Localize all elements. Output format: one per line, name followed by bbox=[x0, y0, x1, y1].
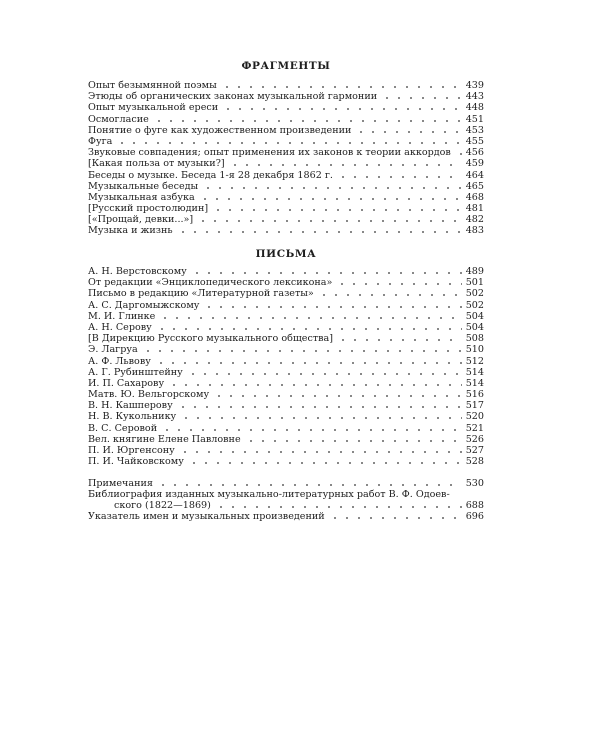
toc-entry bbox=[88, 356, 484, 367]
toc-entry bbox=[88, 478, 484, 489]
toc-entry-title-text: Опыт безымянной поэмы bbox=[88, 80, 217, 91]
dot-leader bbox=[155, 362, 462, 364]
dot-leader bbox=[337, 339, 462, 341]
toc-entry bbox=[88, 225, 484, 236]
toc-entry-page-number: 514 bbox=[465, 366, 484, 378]
toc-entry-page-number: 482 bbox=[465, 214, 484, 226]
toc-entry bbox=[88, 445, 484, 456]
toc-entry-page-number: 526 bbox=[465, 433, 484, 445]
toc-entry-title bbox=[88, 478, 153, 489]
dot-leader bbox=[229, 164, 462, 166]
toc-entry-page-number: 483 bbox=[465, 225, 484, 237]
dot-leader bbox=[153, 120, 462, 122]
toc-entry bbox=[88, 511, 484, 522]
toc-entry-title-text: Звуковые совпадения; опыт применения их законов к теории аккордов bbox=[88, 147, 451, 159]
toc-entry bbox=[88, 125, 484, 136]
toc-entry-title-text: А. Г. Рубинштейну bbox=[88, 366, 183, 378]
toc-entry-title-text: П. И. Чайковскому bbox=[88, 456, 184, 468]
toc-entry-page-number: 489 bbox=[465, 266, 484, 277]
toc-entry-title-text: От редакции «Энциклопедического лексикона» bbox=[88, 277, 333, 289]
toc-entry-page-number: 459 bbox=[465, 158, 484, 170]
toc-entry-title bbox=[88, 288, 314, 299]
toc-entry-title bbox=[88, 445, 175, 456]
dot-leader bbox=[177, 231, 462, 233]
toc-entry-title bbox=[88, 170, 333, 181]
toc-entry-title-text: [Русский простолюдин] bbox=[88, 203, 209, 215]
dot-leader bbox=[318, 294, 462, 296]
dot-leader bbox=[381, 97, 462, 99]
toc-entry-title-text: В. С. Серовой bbox=[88, 422, 158, 434]
toc-entry bbox=[88, 170, 484, 181]
dot-leader bbox=[199, 198, 462, 200]
toc-entry-page-number: 516 bbox=[465, 389, 484, 401]
toc-entry-title bbox=[88, 214, 193, 225]
dot-leader bbox=[455, 153, 462, 155]
toc-entry-title bbox=[88, 456, 184, 467]
toc-entry-title bbox=[88, 344, 138, 355]
toc-entry-title-text: А. Ф. Львову bbox=[88, 355, 151, 367]
toc-entry-title bbox=[88, 102, 218, 113]
toc-entry-page-number: 521 bbox=[465, 422, 484, 434]
toc-entry bbox=[88, 288, 484, 299]
dot-leader bbox=[179, 451, 462, 453]
dot-leader bbox=[159, 317, 462, 319]
dot-leader bbox=[156, 328, 462, 330]
toc-entry bbox=[88, 80, 484, 91]
toc-entry-page-number: 501 bbox=[465, 277, 484, 289]
toc-entry-title bbox=[88, 322, 152, 333]
toc-entry-title bbox=[88, 225, 173, 236]
dot-leader bbox=[355, 131, 462, 133]
toc-entry-title bbox=[88, 136, 112, 147]
toc-entry-page-number: 696 bbox=[465, 511, 484, 523]
dot-leader bbox=[157, 484, 462, 486]
toc-entry-page-number: 465 bbox=[465, 180, 484, 192]
dot-leader bbox=[188, 462, 462, 464]
toc-entry-page-number: 504 bbox=[465, 321, 484, 333]
toc-entry-title bbox=[88, 311, 155, 322]
toc-entry bbox=[88, 411, 484, 422]
toc-entry bbox=[88, 322, 484, 333]
appendix-list bbox=[88, 478, 484, 522]
toc-entry bbox=[88, 147, 484, 158]
toc-entry-page-number: 528 bbox=[465, 456, 484, 468]
dot-leader bbox=[221, 86, 462, 88]
dot-leader bbox=[213, 395, 462, 397]
toc-entry-title-text: Понятие о фуге как художественном произведении bbox=[88, 124, 352, 136]
toc-entry-title-text: Вел. княгине Елене Павловне bbox=[88, 433, 241, 445]
letters-list bbox=[88, 266, 484, 467]
toc-entry-page-number: 481 bbox=[465, 203, 484, 215]
dot-leader bbox=[180, 417, 462, 419]
toc-entry-page-number: 512 bbox=[465, 355, 484, 367]
toc-entry bbox=[88, 311, 484, 322]
toc-entry-title-text: Беседы о музыке. Беседа 1-я 28 декабря 1862 г. bbox=[88, 169, 333, 181]
toc-entry bbox=[88, 114, 484, 125]
toc-entry bbox=[88, 489, 484, 511]
toc-entry bbox=[88, 158, 484, 169]
toc-entry-title-text: М. И. Глинке bbox=[88, 310, 156, 322]
dot-leader bbox=[245, 440, 462, 442]
toc-entry-title bbox=[88, 389, 209, 400]
toc-entry-title bbox=[88, 80, 217, 91]
toc-entry-page-number: 439 bbox=[465, 80, 484, 91]
toc-entry-title-text: А. Н. Верстовскому bbox=[88, 266, 187, 277]
toc-entry-title bbox=[88, 378, 164, 389]
toc-entry bbox=[88, 434, 484, 445]
toc-entry-title-text: И. П. Сахарову bbox=[88, 377, 165, 389]
fragments-list bbox=[88, 80, 484, 237]
toc-entry-title-text: [Какая польза от музыки?] bbox=[88, 158, 225, 170]
toc-entry-title bbox=[88, 114, 149, 125]
toc-entry-title bbox=[88, 333, 333, 344]
toc-entry bbox=[88, 266, 484, 277]
toc-entry-page-number: 527 bbox=[465, 445, 484, 456]
toc-entry-title-text: Опыт музыкальной ереси bbox=[88, 102, 219, 114]
dot-leader bbox=[142, 350, 462, 352]
toc-entry-title-text: [«Прощай, девки...»] bbox=[88, 214, 194, 226]
toc-entry bbox=[88, 400, 484, 411]
toc-entry-title bbox=[88, 511, 325, 522]
toc-entry bbox=[88, 203, 484, 214]
toc-entry-title bbox=[88, 203, 208, 214]
toc-entry-title-text: [В Дирекцию Русского музыкального общества] bbox=[88, 333, 334, 345]
toc-entry-title-text: А. Н. Серову bbox=[88, 321, 152, 333]
toc-entry-title-text: Матв. Ю. Вельгорскому bbox=[88, 389, 210, 401]
toc-entry-page-number: 468 bbox=[465, 191, 484, 203]
toc-entry bbox=[88, 102, 484, 113]
toc-entry-title bbox=[88, 147, 451, 158]
toc-entry-title-text: Музыка и жизнь bbox=[88, 225, 173, 237]
section-heading-fragments: ФРАГМЕНТЫ bbox=[241, 60, 331, 72]
toc-entry-page-number: 443 bbox=[465, 91, 484, 103]
dot-leader bbox=[336, 283, 462, 285]
toc-entry-page-number: 502 bbox=[465, 299, 484, 311]
toc-entry-title-text: Музыкальная азбука bbox=[88, 191, 195, 203]
toc-entry bbox=[88, 300, 484, 311]
toc-entry-page-number: 508 bbox=[465, 333, 484, 345]
toc-entry-title bbox=[88, 400, 173, 411]
toc-entry-title-text: Примечания bbox=[88, 478, 153, 489]
toc-entry-page-number: 514 bbox=[465, 377, 484, 389]
dot-leader bbox=[116, 142, 462, 144]
toc-entry-page-number: 448 bbox=[465, 102, 484, 114]
toc-entry-title bbox=[88, 266, 187, 277]
toc-entry-page-number: 502 bbox=[465, 288, 484, 300]
toc-entry-title bbox=[88, 125, 351, 136]
toc-entry-title-text: Этюды об органических законах музыкальной гармонии bbox=[88, 91, 378, 103]
toc-entry-page-number: 688 bbox=[465, 500, 484, 512]
toc-entry-title-line: Библиография изданных музыкально-литературных работ В. Ф. Одоев- bbox=[88, 489, 450, 501]
toc-entry bbox=[88, 136, 484, 147]
toc-entry-page-number: 451 bbox=[465, 113, 484, 125]
toc-entry-title-text: В. Н. Кашперову bbox=[88, 400, 173, 412]
toc-entry-page-number: 517 bbox=[465, 400, 484, 412]
toc-entry-title-text: Указатель имен и музыкальных произведений bbox=[88, 511, 325, 523]
toc-entry-title bbox=[88, 423, 157, 434]
toc-entry-page-number: 510 bbox=[465, 344, 484, 356]
toc-entry-title bbox=[88, 367, 183, 378]
toc-entry-title-text: П. И. Юргенсону bbox=[88, 445, 175, 456]
toc-entry bbox=[88, 344, 484, 355]
toc-entry-title-text: А. С. Даргомыжскому bbox=[88, 299, 200, 311]
toc-entry-page-number: 456 bbox=[465, 147, 484, 159]
toc-entry-title bbox=[88, 356, 151, 367]
dot-leader bbox=[177, 406, 462, 408]
toc-entry-title-text: Н. В. Кукольнику bbox=[88, 411, 177, 423]
dot-leader bbox=[197, 220, 462, 222]
toc-entry-page-number: 453 bbox=[465, 124, 484, 136]
toc-entry bbox=[88, 423, 484, 434]
toc-entry-title-text: Э. Лагруа bbox=[88, 344, 138, 356]
toc-entry-title bbox=[88, 192, 195, 203]
toc-entry bbox=[88, 192, 484, 203]
toc-entry-title bbox=[88, 300, 199, 311]
toc-entry bbox=[88, 91, 484, 102]
toc-entry-title-text: Фуга bbox=[88, 135, 113, 147]
toc-entry-title-line: ского (1822—1869) bbox=[88, 500, 211, 511]
toc-entry-title bbox=[88, 489, 450, 511]
dot-leader bbox=[161, 429, 462, 431]
dot-leader bbox=[187, 373, 462, 375]
toc-entry-page-number: 455 bbox=[465, 135, 484, 147]
toc-entry bbox=[88, 456, 484, 467]
toc-entry-page-number: 464 bbox=[465, 169, 484, 181]
toc-entry-title bbox=[88, 277, 332, 288]
dot-leader bbox=[191, 272, 462, 274]
toc-entry-title bbox=[88, 434, 241, 445]
toc-entry-title-text: Осмогласие bbox=[88, 113, 149, 125]
section-heading-letters: ПИСЬМА bbox=[255, 248, 317, 260]
toc-entry bbox=[88, 181, 484, 192]
dot-leader bbox=[212, 209, 462, 211]
toc-entry bbox=[88, 389, 484, 400]
dot-leader bbox=[329, 517, 462, 519]
toc-entry-page-number: 520 bbox=[465, 411, 484, 423]
toc-entry bbox=[88, 378, 484, 389]
dot-leader bbox=[222, 108, 462, 110]
toc-entry-title bbox=[88, 91, 377, 102]
toc-entry-page-number: 504 bbox=[465, 310, 484, 322]
toc-entry-title-text: Письмо в редакцию «Литературной газеты» bbox=[88, 288, 314, 300]
toc-entry bbox=[88, 367, 484, 378]
dot-leader bbox=[337, 176, 462, 178]
dot-leader bbox=[203, 306, 462, 308]
toc-entry bbox=[88, 214, 484, 225]
toc-entry bbox=[88, 277, 484, 288]
toc-entry-title-text: Музыкальные беседы bbox=[88, 180, 199, 192]
toc-entry-page-number: 530 bbox=[465, 478, 484, 489]
toc-entry-title bbox=[88, 158, 225, 169]
toc-entry bbox=[88, 333, 484, 344]
dot-leader bbox=[168, 384, 462, 386]
toc-entry-title bbox=[88, 181, 198, 192]
dot-leader bbox=[202, 187, 462, 189]
toc-entry-title bbox=[88, 411, 176, 422]
